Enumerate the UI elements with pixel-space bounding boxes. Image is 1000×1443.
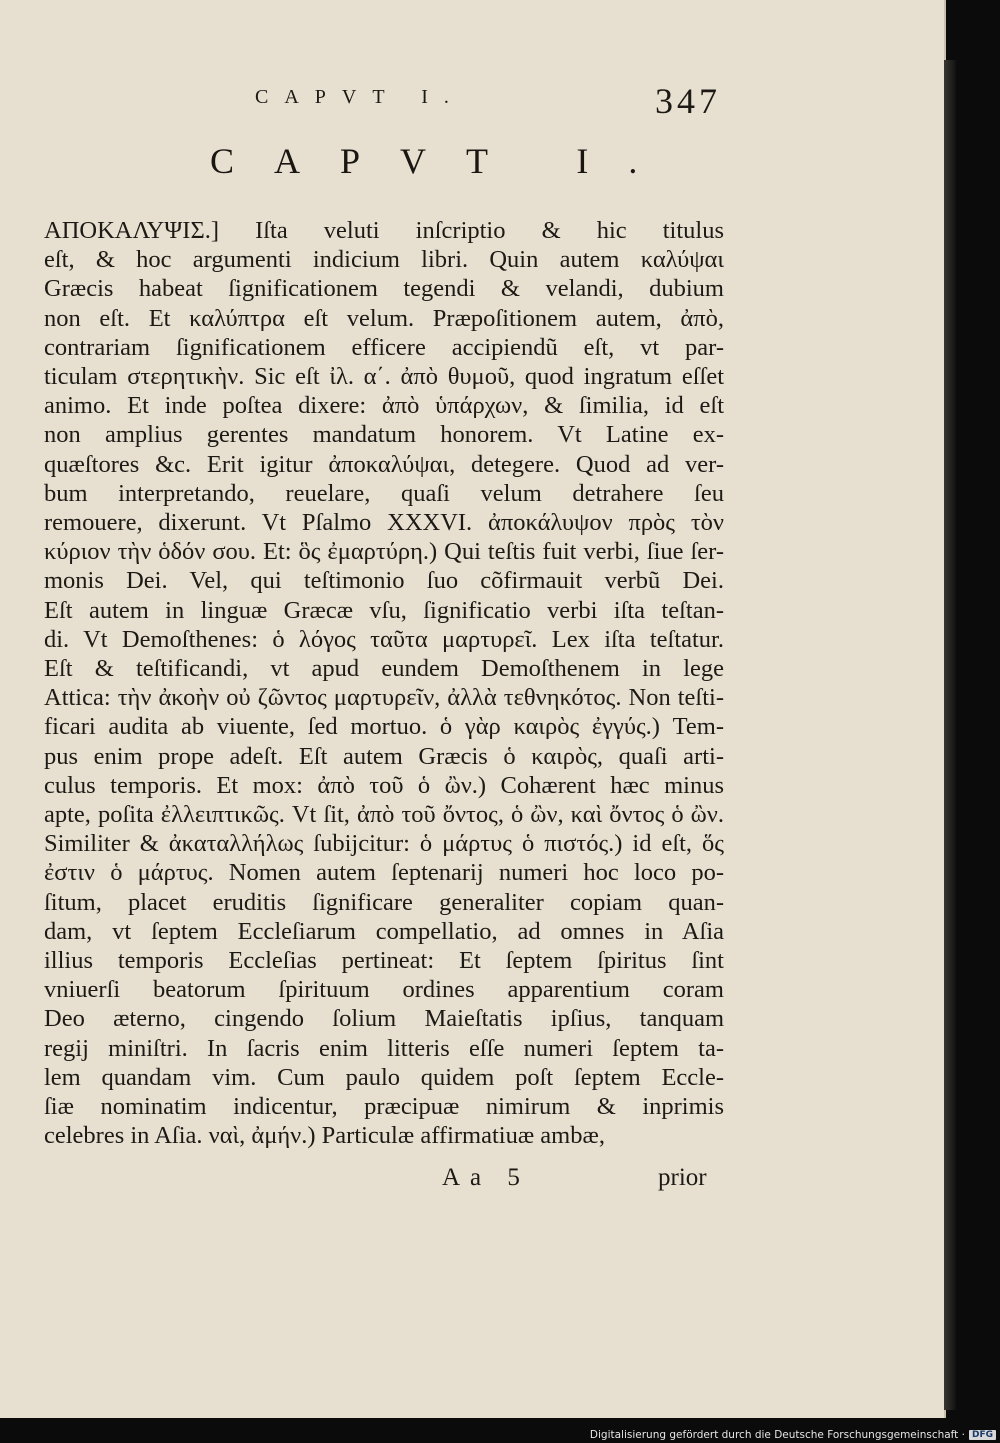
text-line: pus enim prope adeſt. Eſt autem Græcis ὁ καιρὸς, quaſi arti- (44, 742, 724, 770)
signature-mark: Aa 5 (442, 1164, 530, 1191)
catchword: prior (658, 1164, 707, 1191)
text-line: Græcis habeat ſignificationem tegendi & velandi, dubium (44, 275, 724, 303)
text-line: animo. Et inde poſtea dixere: ἀπὸ ὑπάρχων, & ſimilia, id eſt (44, 392, 724, 420)
text-line: monis Dei. Vel, qui teſtimonio ſuo cõfirmauit verbũ Dei. (44, 567, 724, 595)
text-line: bum interpretando, reuelare, quaſi velum detrahere ſeu (44, 479, 724, 507)
text-line: remouere, dixerunt. Vt Pſalmo XXXVI. ἀποκάλυψον πρὸς τὸν (44, 509, 724, 537)
text-line: Attica: τὴν ἀκοὴν οὐ ζῶντος μαρτυρεῖν, ἀλλὰ τεθνηκότος. Non teſti- (44, 684, 724, 712)
page-number: 347 (655, 81, 721, 121)
text-line: Eſt autem in linguæ Græcæ vſu, ſignificatio verbi iſta teſtan- (44, 596, 724, 624)
text-line: di. Vt Demoſthenes: ὁ λόγος ταῦτα μαρτυρεῖ. Lex iſta teſtatur. (44, 625, 724, 653)
text-line: ſiæ nominatim indicentur, præcipuæ nimirum & inprimis (44, 1093, 724, 1121)
text-line: regij miniſtri. In ſacris enim litteris eſſe numeri ſeptem ta- (44, 1034, 724, 1062)
text-line: apte, poſita ἐλλειπτικῶς. Vt ſit, ἀπὸ τοῦ ὄντος, ὁ ὢν, καὶ ὄντος ὁ ὢν. (44, 801, 724, 829)
text-line: Similiter & ἀκαταλλήλως ſubijcitur: ὁ μάρτυς ὁ πιστός.) id eſt, ὅς (44, 830, 724, 858)
text-line: ſitum, placet eruditis ſignificare generaliter copiam quan- (44, 888, 724, 916)
footer-text: Digitalisierung gefördert durch die Deutsche Forschungsgemeinschaft · (589, 1429, 965, 1441)
body-text (44, 216, 724, 1151)
dfg-logo: DFG (969, 1430, 996, 1440)
text-line: dam, vt ſeptem Eccleſiarum compellatio, ad omnes in Aſia (44, 917, 724, 945)
chapter-title: CAPVT I. (210, 141, 678, 181)
text-line: eſt, & hoc argumenti indicium libri. Quin autem καλύψαι (44, 246, 724, 274)
text-line: quæſtores &c. Erit igitur ἀποκαλύψαι, detegere. Quod ad ver- (44, 450, 724, 478)
text-line: contrariam ſignificationem efficere accipiendũ eſt, vt par- (44, 333, 724, 361)
text-line: Deo æterno, cingendo ſolium Maieſtatis ipſius, tanquam (44, 1005, 724, 1033)
text-line: lem quandam vim. Cum paulo quidem poſt ſeptem Eccle- (44, 1063, 724, 1091)
text-line: vniuerſi beatorum ſpirituum ordines apparentium coram (44, 976, 724, 1004)
text-line: culus temporis. Et mox: ἀπὸ τοῦ ὁ ὢν.) Cohærent hæc minus (44, 771, 724, 799)
text-line: ticulam στερητικὴν. Sic eſt ἰλ. α΄. ἀπὸ θυμοῦ, quod ingratum eſſet (44, 363, 724, 391)
text-line: celebres in Aſia. ναὶ, ἀμήν.) Particulæ affirmatiuæ ambæ, (44, 1122, 605, 1150)
text-line: ἐστιν ὁ μάρτυς. Nomen autem ſeptenarij numeri hoc loco po- (44, 859, 724, 887)
text-line: κύριον τὴν ὁδόν σου. Et: ὃς ἐμαρτύρη.) Qui teſtis fuit verbi, ſiue ſer- (44, 538, 724, 566)
running-head: CAPVT I. (255, 86, 465, 108)
digitization-footer (590, 1429, 996, 1441)
text-line: Eſt & teſtificandi, vt apud eundem Demoſthenem in lege (44, 655, 724, 683)
text-line: ΑΠΟΚΑΛΥΨΙΣ.] Iſta veluti inſcriptio & hic titulus (44, 217, 724, 244)
text-line: ficari audita ab viuente, ſed mortuo. ὁ γὰρ καιρὸς ἐγγύς.) Tem- (44, 713, 724, 741)
text-line: non eſt. Et καλύπτρα eſt velum. Præpoſitionem autem, ἀπὸ, (44, 304, 724, 332)
text-line: illius temporis Eccleſias pertineat: Et ſeptem ſpiritus ſint (44, 947, 724, 975)
text-line: non amplius gerentes mandatum honorem. Vt Latine ex- (44, 421, 724, 449)
